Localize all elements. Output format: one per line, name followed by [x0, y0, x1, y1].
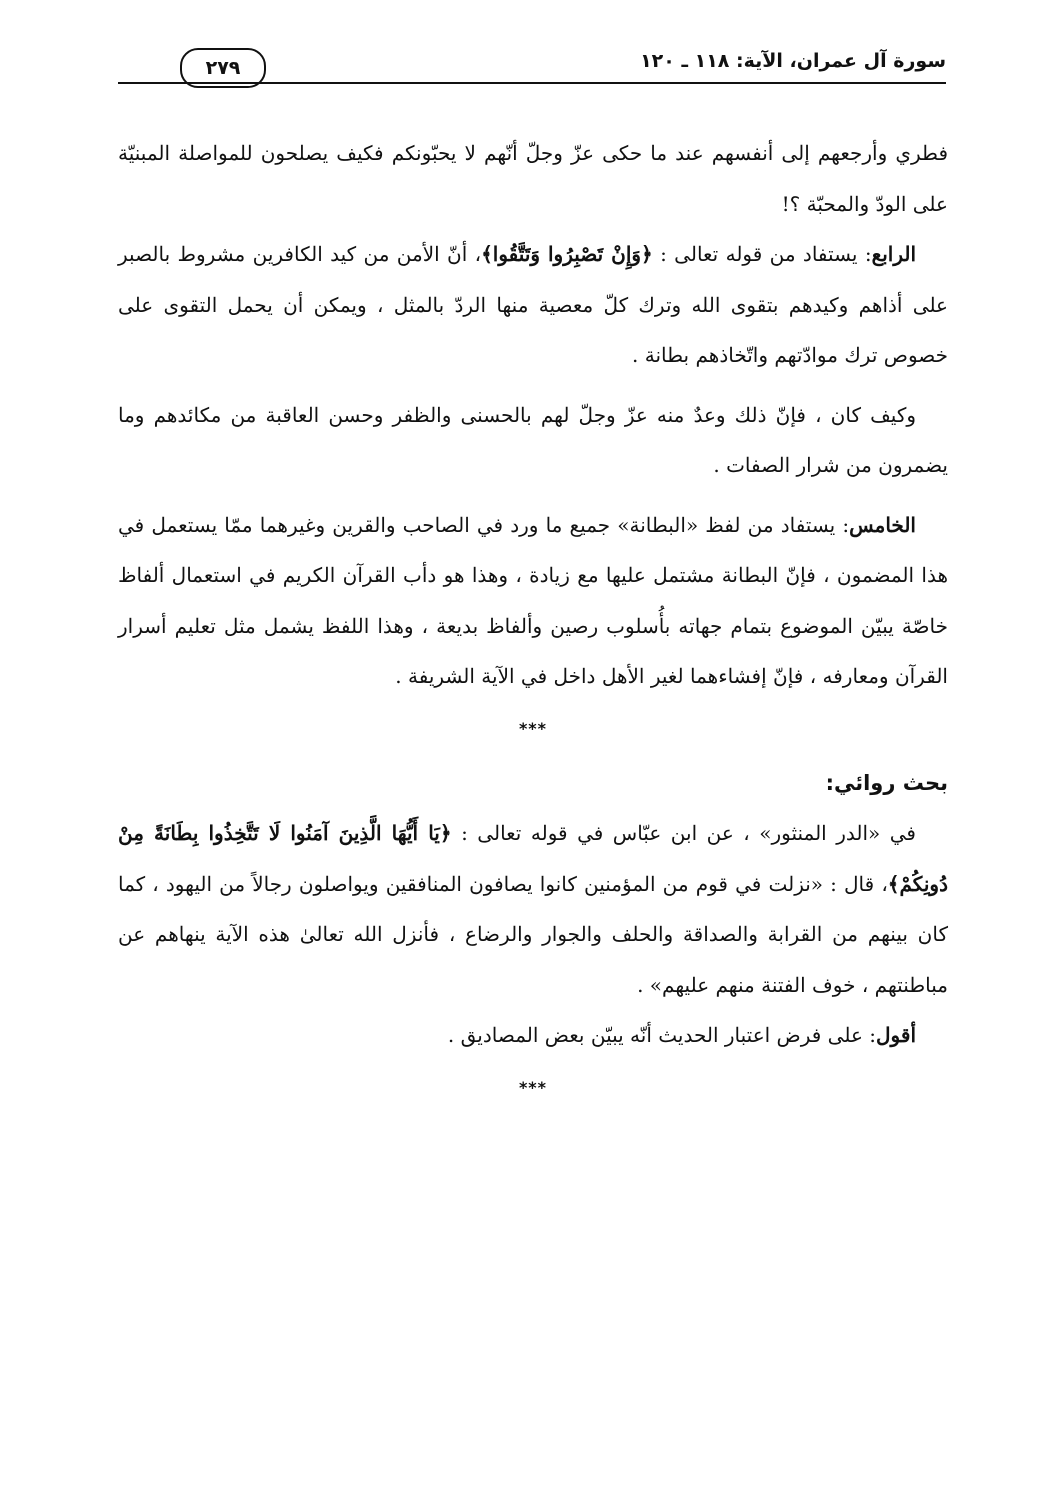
paragraph-fifth-point	[118, 500, 948, 702]
paragraph-text: : يستفاد من لفظ «البطانة» جميع ما ورد في الصاحب والقرين وغيرهما ممّا يستعمل في هذا المضمون ، فإنّ البطانة مشتمل عليها مع زيادة ، وهذا هو دأب القرآن الكريم في استعمال ألفاظ خاصّة يبيّن الموضوع بتمام جهاته بأُسلوب رصين وألفاظ بديعة ، وهذا اللفظ يشمل مثل تعليم أسرار القرآن ومعارفه ، فإنّ إفشاءهما لغير الأهل داخل في الآية الشريفة .	[118, 512, 948, 688]
paragraph-narration	[118, 808, 948, 1010]
section-title: بحث روائي:	[825, 770, 948, 795]
end-separator: ***	[518, 1077, 548, 1097]
paragraph-promise: وكيف كان ، فإنّ ذلك وعدٌ منه عزّ وجلّ لهم بالحسنى والظفر وحسن العاقبة من مكائدهم وما يضمرون من شرار الصفات .	[118, 402, 948, 477]
paragraph-text: ، قال : «نزلت في قوم من المؤمنين كانوا يصافون المنافقين ويواصلون رجالاً من اليهود ، كما كان بينهم من القرابة والصداقة والحلف والجوار والرضاع ، فأنزل الله تعالىٰ هذه الآية ينهاهم عن مباطنتهم ، خوف الفتنة منهم عليهم» .	[118, 871, 948, 997]
paragraph-text: : يستفاد من قوله تعالى :	[652, 242, 872, 266]
main-text	[118, 128, 948, 1117]
quran-verse: ﴿يَا أَيُّهَا الَّذِينَ آمَنُوا لَا تَتَّخِذُوا بِطَانَةً مِنْ دُونِكُمْ﴾	[118, 821, 948, 896]
point-label-fourth: الرابع	[871, 242, 917, 266]
paragraph-text: : على فرض اعتبار الحديث أنّه يبيّن بعض المصاديق .	[447, 1023, 877, 1047]
quran-verse: ﴿وَإِنْ تَصْبِرُوا وَتَتَّقُوا﴾	[481, 242, 653, 266]
point-label-fifth: الخامس	[849, 512, 916, 537]
running-head: سورة آل عمران، الآية: ١١٨ ـ ١٢٠	[640, 50, 946, 72]
paragraph-fourth-point	[118, 229, 948, 381]
page-number: ٢٧٩	[205, 57, 241, 79]
comment-label: أقول	[876, 1023, 916, 1047]
paragraph-comment	[118, 1010, 948, 1061]
paragraph-continuation: فطري وأرجعهم إلى أنفسهم عند ما حكى عزّ وجلّ أنّهم لا يحبّونكم فكيف يصلحون للمواصلة المبنيّة على الودّ والمحبّة ؟!	[118, 141, 948, 216]
section-separator: ***	[518, 718, 548, 738]
header-rule	[118, 82, 946, 84]
paragraph-text: ، أنّ الأمن من كيد الكافرين مشروط بالصبر على أذاهم وكيدهم بتقوى الله وترك كلّ معصية منها الردّ بالمثل ، ويمكن أن يحمل التقوى على خصوص ترك موادّتهم واتّخاذهم بطانة .	[118, 242, 948, 367]
paragraph-text: في «الدر المنثور» ، عن ابن عبّاس في قوله تعالى :	[451, 821, 916, 845]
